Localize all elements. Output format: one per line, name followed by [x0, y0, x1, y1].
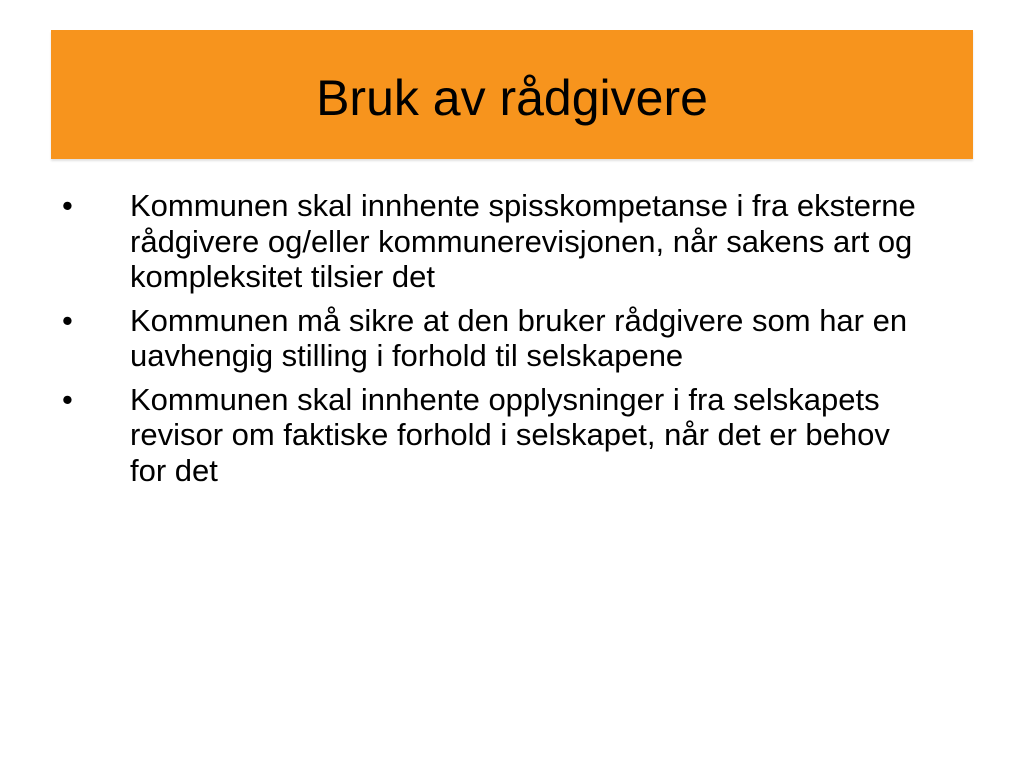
bullet-item	[56, 303, 956, 374]
bullet-list	[56, 188, 956, 496]
bullet-text: Kommunen skal innhente spisskompetanse i fra eksterne rådgivere og/eller kommunerevisjonen, når sakens art og kompleksitet tilsier det	[130, 188, 916, 294]
bullet-text: Kommunen skal innhente opplysninger i fra selskapets revisor om faktiske forhold i selskapet, når det er behov for det	[130, 381, 890, 488]
bullet-marker: •	[62, 381, 73, 417]
bullet-text: Kommunen må sikre at den bruker rådgivere som har en uavhengig stilling i forhold til selskapene	[130, 302, 908, 373]
title-bar	[51, 30, 973, 159]
bullet-marker: •	[62, 302, 73, 338]
bullet-marker: •	[62, 188, 73, 223]
bullet-item	[56, 382, 956, 489]
bullet-item	[56, 188, 956, 295]
slide-title: Bruk av rådgivere	[316, 69, 708, 126]
